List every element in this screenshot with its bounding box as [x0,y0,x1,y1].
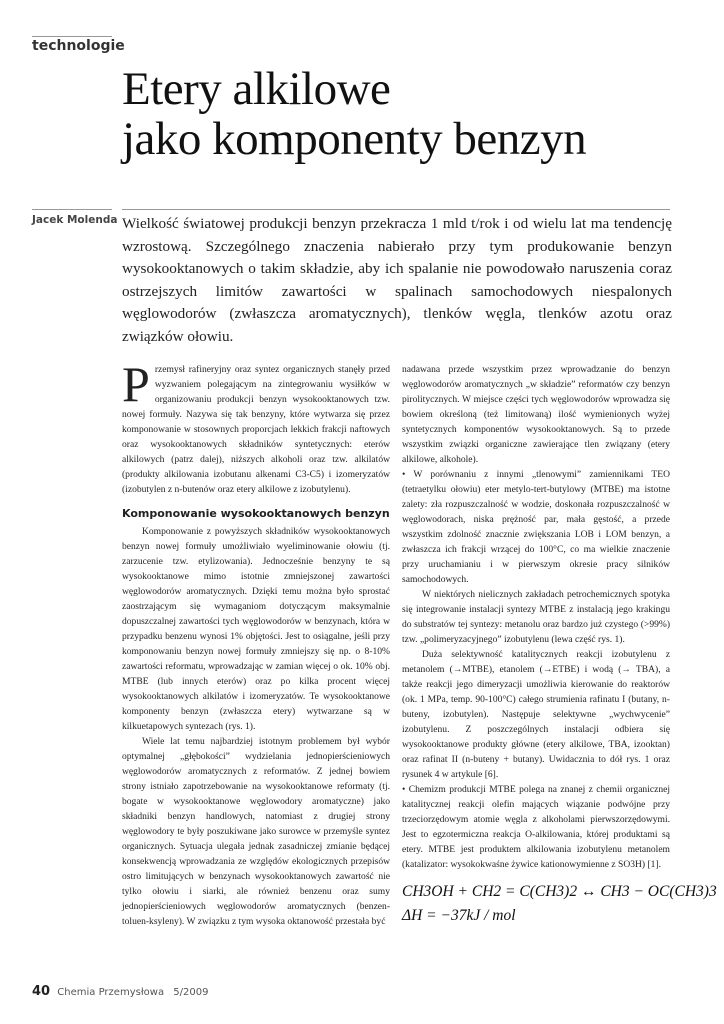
section-heading: Komponowanie wysokooktanowych benzyn [122,507,390,520]
author-rule [32,209,112,210]
title-line-1: Etery alkilowe [122,63,391,115]
bullet-paragraph: • Chemizm produkcji MTBE polega na znanej z chemii organicznej katalitycznej reakcji olefin mających wiązanie podwójne przy trzeciorzędowym atomie węgla z alkoholami pierwszorzędowymi. Jest to egzotermiczna reakcja O-alkilowania, której produktami są etery. MTBE jest produktem alkilowania izobutylenu metanolem (katalizator: wysokokwaśne żywice kationowymienne z SO3H) [1]. [402,784,670,870]
left-column [122,356,390,929]
issue-number: 5/2009 [173,987,209,998]
formula-reaction: CH3OH + CH2 = C(CH3)2 ↔ CH3 − OC(CH3)3 [402,883,717,900]
body-paragraph: Duża selektywność katalitycznych reakcji izobutylenu z metanolem (→MTBE), etanolem (→ETBE) i wodą (→ TBA), a także reakcji jego dimeryzacji umożliwia kierowanie do reaktorów (ok. 1 MPa, temp. 90-100°C) całego strumienia rafinatu I (butany, n-buteny, izobutylen). Następuje selektywne „wychwycenie” izobutylenu. Z poszczególnych instalacji odbiera się wysokooktanowe produkty główne (etery alkilowe, TBA, izooktan) oraz rafinat II (n-buteny + butany). Uwidacznia to dół rys. 1 oraz rysunek 4 w artykule [6]. [402,649,670,780]
body-paragraph: Wiele lat temu najbardziej istotnym problemem był wybór optymalnej „głębokości” wydzielania jednopierścieniowych węglowodorów aromatycznych z reformatów. Z jednej bowiem strony istniało zapotrzebowanie na wysokooktanowe reformaty (tj. bogate w wysokooktanowe węglowodory aromatyczne) jako składniki benzyn handlowych, natomiast z drugiej strony węglowodory te były poszukiwane jako surowce w przemyśle syntez organicznych. Sytuacja ulegała jednak zasadniczej zmianie będącej konsekwencją wprowadzania ze względów ekologicznych przepisów ostro limitujących w benzynach wysokooktanowych zawartość nie tylko ołowiu i siarki, ale również benzenu oraz sumy jednopierścieniowych węglowodorów aromatycznych (benzen-toluen-ksyleny). W związku z tym wysoka oktanowość przestała być [122,736,390,927]
section-rule [32,36,112,37]
article-title [122,64,702,164]
lead-rule [122,209,670,210]
author-name: Jacek Molenda [32,214,118,226]
publication-name: Chemia Przemysłowa [57,987,165,998]
formula-enthalpy: ΔH = −37kJ / mol [402,907,516,924]
body-paragraph: W niektórych nielicznych zakładach petrochemicznych spotyka się integrowanie instalacji syntezy MTBE z instalacją jego krakingu do substratów tej syntezy: metanolu oraz bardzo już czystego (>99%) tzw. „polimeryzacyjnego” izobutylenu (lewa część rys. 1). [402,589,670,645]
section-label: technologie [32,38,125,54]
page-number: 40 [32,984,51,999]
lead-paragraph: Wielkość światowej produkcji benzyn przekracza 1 mld t/rok i od wielu lat ma tendencję wzrostową. Szczególnego znaczenia nabierało przy tym produkowanie benzyn wysokooktanowych o takim składzie, aby ich spalanie nie powodowało naruszenia coraz ostrzejszych limitów zawartości w spalinach samochodowych niespalonych węglowodorów (zwłaszcza aromatycznych), tlenków węgla, tlenków azotu oraz związków ołowiu. [122,215,672,345]
page-footer [32,984,208,999]
right-column [402,362,717,928]
title-line-2: jako komponenty benzyn [122,113,587,165]
body-paragraph: Komponowanie z powyższych składników wysokooktanowych benzyn nowej formuły umożliwiało wyeliminowanie ołowiu (tj. zarzucenie tzw. etylizowania). Jednocześnie benzyny te są wysokooktanowe mimo istotnie zmniejszonej zawartości węglowodorów aromatycznych. Dzięki temu można było sprostać zaostrzającym się wymaganiom dotyczącym maksymalnie dopuszczalnej zawartości tych węglowodorów w benzynach, która w przypadku benzenu wynosi 1% objętości. Jest to osiągalne, jeśli przy komponowaniu benzyn nowej formuły zmniejszy się np. o 8-10% zawartości reformatu, wprowadzając w zamian więcej o ok. 10% obj. MTBE (lub innych eterów) oraz po kilka procent więcej wysokooktanowych alkilatów i izomeryzatów. Te wysokooktanowe komponenty benzyn (zwłaszcza etery) wytwarzane są w kilkuetapowych syntezach (rys. 1). [122,526,390,732]
reaction-formula [402,880,717,928]
body-paragraph: nadawana przede wszystkim przez wprowadzanie do benzyn węglowodorów aromatycznych „w składzie” reformatów czy benzyn pirolitycznych. W miejsce części tych węglowodorów wprowadza się bowiem określoną (też limitowaną) ilość wymienionych wyżej syntetycznych komponentów wysokooktanowych. Są to przede wszystkim związki organiczne zawierające tlen związany (etery alkilowe, alkohole). [402,364,670,465]
intro-paragraph [122,356,390,497]
bullet-paragraph: • W porównaniu z innymi „tlenowymi” zamiennikami TEO (tetraetylku ołowiu) eter metylo-tert-butylowy (MTBE) ma istotne zalety: zła rozpuszczalność w wodzie, doskonała rozpuszczalność w węglowodorach, niska prężność par, mała gęstość, a przede wszystkim zdolność znacznie zwiększania LOB i LOM benzyn, a zwłaszcza ich frakcji wrzącej do 100°C, co ma wielkie znaczenie przy uruchamianiu i w pierwszym okresie pracy silników samochodowych. [402,469,670,585]
drop-cap: P [122,356,150,412]
intro-text: rzemysł rafineryjny oraz syntez organicznych stanęły przed wyzwaniem polegającym na zintegrowaniu wysiłków w organizowaniu produkcji benzyn wysokooktanowych tzw. nowej formuły. Nazywa się tak benzyny, które wytwarza się przez komponowanie w stosownych proporcjach lekkich frakcji naftowych oraz wysokooktanowych składników syntetycznych: eterów alkilowych (patrz dalej), niższych alkoholi oraz tzw. alkilatów (produkty alkilowania izobutanu alkenami C3-C5) i izomeryzatów (izobutylen z n-butenów oraz etery alkilowe z izobutylenu). [122,364,390,495]
